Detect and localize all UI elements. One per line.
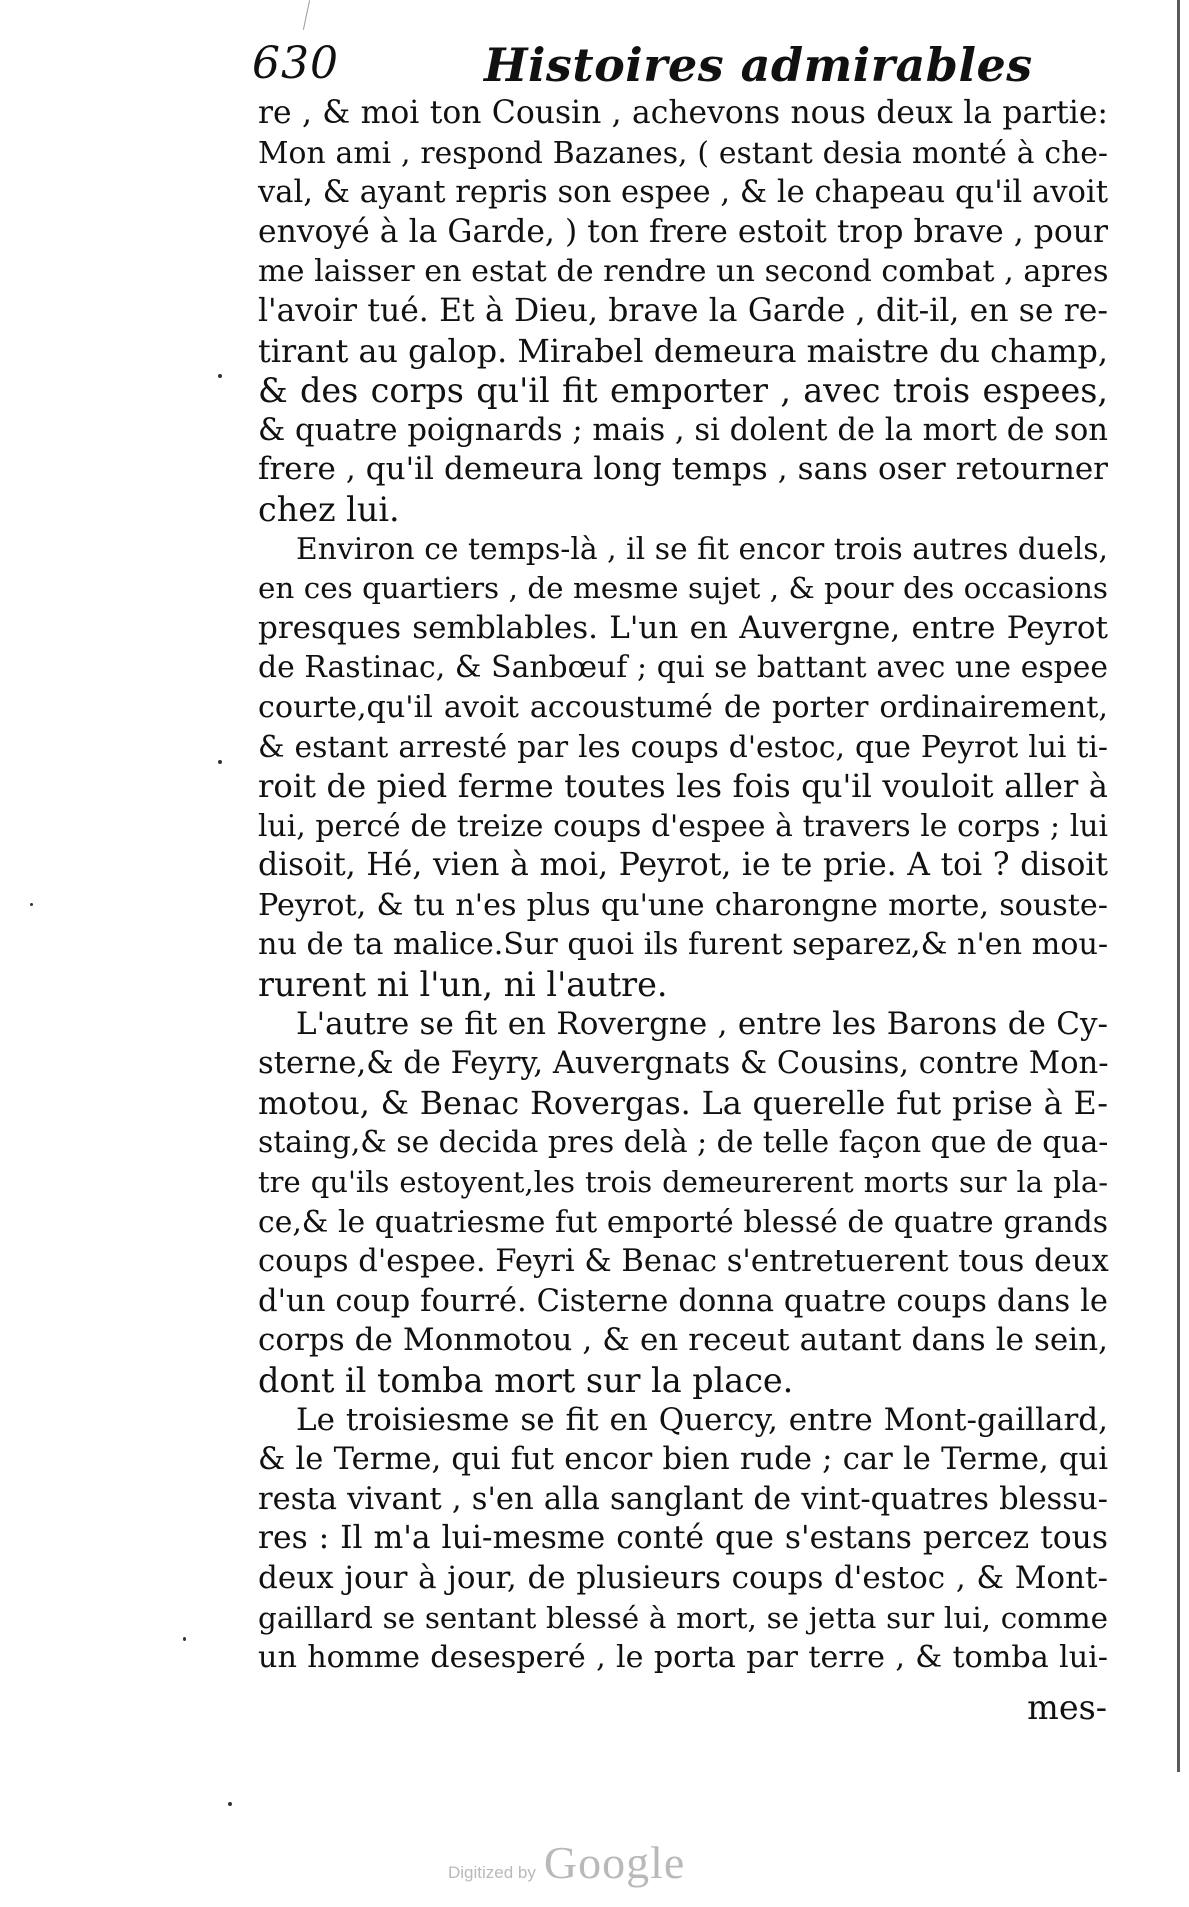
text-line: deux jour à jour, de plusieurs coups d'estoc , & Mont- xyxy=(258,1559,1108,1596)
margin-speck xyxy=(218,374,222,378)
text-line: dont il tomba mort sur la place. xyxy=(258,1361,794,1400)
text-line: resta vivant , s'en alla sanglant de vint-quatres blessu- xyxy=(258,1481,1108,1517)
text-line: tre qu'ils estoyent,les trois demeurerent morts sur la pla- xyxy=(258,1165,1108,1200)
page-header xyxy=(252,38,1112,98)
text-line: frere , qu'il demeura long temps , sans oser retourner xyxy=(258,451,1108,488)
margin-mark xyxy=(303,0,310,30)
text-line: chez lui. xyxy=(258,489,400,529)
text-line: d'un coup fourré. Cisterne donna quatre coups dans le xyxy=(258,1283,1108,1319)
text-line: lui, percé de treize coups d'espee à travers le corps ; lui xyxy=(258,808,1108,844)
text-line: val, & ayant repris son espee , & le chapeau qu'il avoit xyxy=(258,175,1108,211)
margin-speck xyxy=(218,760,222,764)
text-line: disoit, Hé, vien à moi, Peyrot, ie te prie. A toi ? disoit xyxy=(258,847,1108,884)
text-line: & quatre poignards ; mais , si dolent de la mort de son xyxy=(258,412,1108,448)
text-line: re , & moi ton Cousin , achevons nous deux la partie: xyxy=(258,95,1108,131)
text-line: envoyé à la Garde, ) ton frere estoit trop brave , pour xyxy=(258,213,1108,250)
text-line: gaillard se sentant blessé à mort, se jetta sur lui, comme xyxy=(258,1600,1108,1635)
body-text xyxy=(258,94,1108,1678)
text-line: & estant arresté par les coups d'estoc, que Peyrot lui ti- xyxy=(258,729,1108,765)
text-line: presques semblables. L'un en Auvergne, entre Peyrot xyxy=(258,609,1108,646)
margin-speck xyxy=(183,1637,186,1641)
watermark-prefix: Digitized by xyxy=(448,1863,536,1882)
text-line: staing,& se decida pres delà ; de telle façon que de qua- xyxy=(258,1125,1109,1161)
text-line: de Rastinac, & Sanbœuf ; qui se battant avec une espee xyxy=(258,650,1108,686)
text-line: Peyrot, & tu n'es plus qu'une charongne morte, souste- xyxy=(258,887,1108,923)
catchword: mes- xyxy=(1027,1688,1107,1727)
running-title: Histoires admirables xyxy=(484,38,1033,92)
margin-speck xyxy=(228,1802,232,1806)
digitized-watermark xyxy=(448,1836,685,1889)
text-line: Environ ce temps-là , il se fit encor trois autres duels, xyxy=(296,531,1108,567)
text-line: corps de Monmotou , & en receut autant dans le sein, xyxy=(258,1322,1108,1359)
page-number: 630 xyxy=(252,38,339,89)
margin-speck xyxy=(30,903,33,906)
text-line: un homme desesperé , le porta par terre , & tomba lui- xyxy=(258,1640,1108,1676)
google-logo: Google xyxy=(543,1837,686,1888)
text-line: Le troisiesme se fit en Quercy, entre Mont-gaillard, xyxy=(296,1401,1108,1438)
text-line: & des corps qu'il fit emporter , avec trois espees, xyxy=(258,371,1108,411)
text-line: L'autre se fit en Rovergne , entre les Barons de Cy- xyxy=(296,1005,1108,1042)
text-line: res : Il m'a lui-mesme conté que s'estans percez tous xyxy=(258,1520,1108,1557)
text-line: roit de pied ferme toutes les fois qu'il vouloit aller à xyxy=(258,767,1108,806)
text-line: nu de ta malice.Sur quoi ils furent separez,& n'en mou- xyxy=(258,927,1109,963)
page-edge-shadow xyxy=(1177,0,1180,1772)
text-line: rurent ni l'un, ni l'autre. xyxy=(258,965,668,1005)
text-line: & le Terme, qui fut encor bien rude ; car le Terme, qui xyxy=(258,1442,1108,1478)
text-line: motou, & Benac Rovergas. La querelle fut prise à E- xyxy=(258,1084,1108,1122)
text-line: tirant au galop. Mirabel demeura maistre du champ, xyxy=(258,332,1108,370)
text-line: courte,qu'il avoit accoustumé de porter ordinairement, xyxy=(258,689,1108,725)
text-line: ce,& le quatriesme fut emporté blessé de quatre grands xyxy=(258,1204,1108,1240)
text-line: l'avoir tué. Et à Dieu, brave la Garde , dit-il, en se re- xyxy=(258,292,1108,329)
text-line: Mon ami , respond Bazanes, ( estant desia monté à che- xyxy=(258,135,1108,171)
text-line: coups d'espee. Feyri & Benac s'entretuerent tous deux xyxy=(258,1244,1109,1280)
text-line: en ces quartiers , de mesme sujet , & pour des occasions xyxy=(258,571,1108,606)
text-line: sterne,& de Feyry, Auvergnats & Cousins, contre Mon- xyxy=(258,1046,1109,1082)
text-line: me laisser en estat de rendre un second combat , apres xyxy=(258,254,1109,290)
